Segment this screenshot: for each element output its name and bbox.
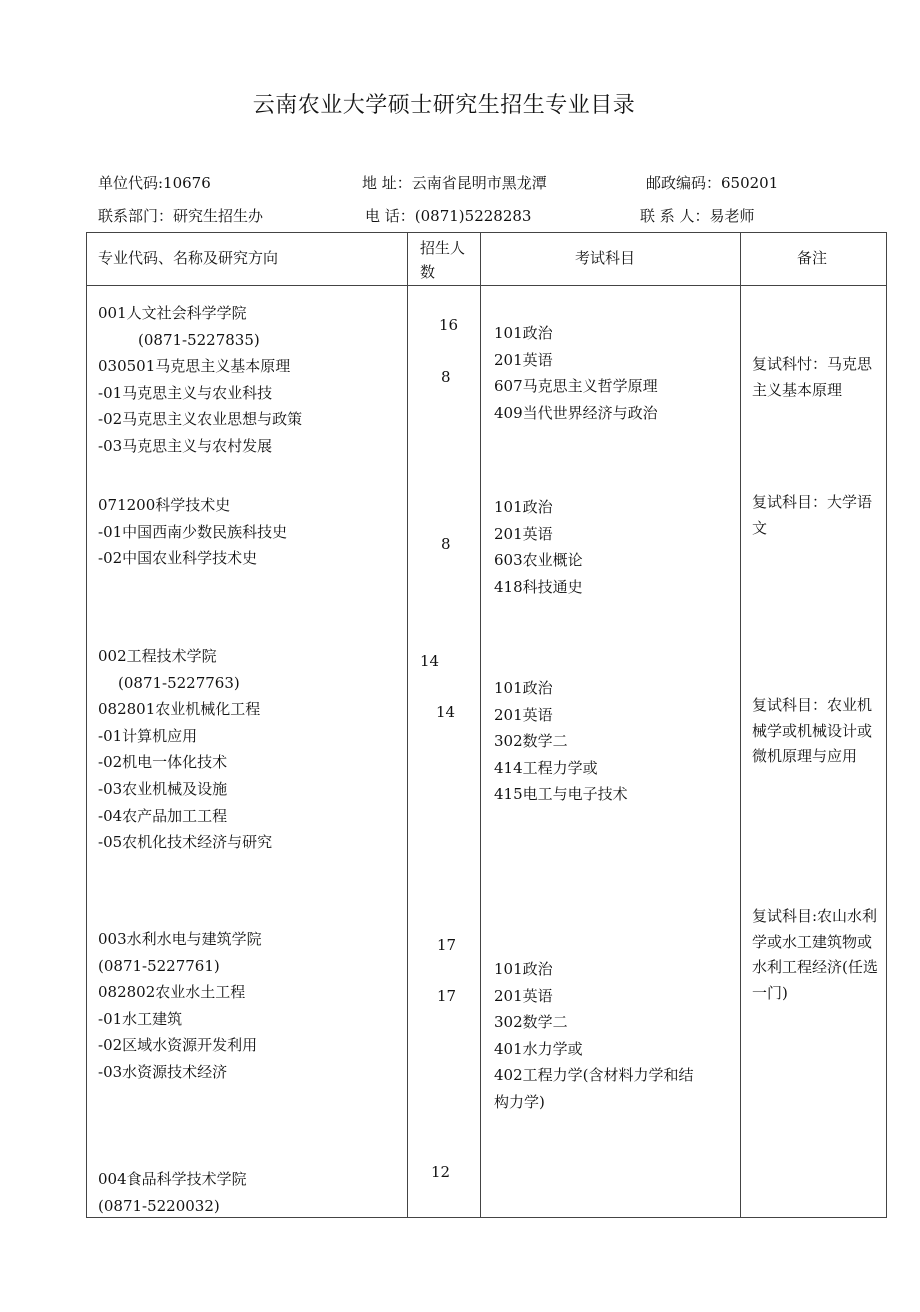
header-divider bbox=[86, 285, 887, 286]
research-direction: -01水工建筑 bbox=[98, 1009, 183, 1028]
research-direction: -01中国西南少数民族科技史 bbox=[98, 522, 288, 541]
college-phone: (0871-5227761) bbox=[98, 956, 220, 975]
college-enrollment: 16 bbox=[439, 316, 459, 334]
research-direction: -01马克思主义与农业科技 bbox=[98, 383, 273, 402]
major-block bbox=[98, 300, 302, 460]
col-divider-3 bbox=[740, 232, 741, 1218]
unit-code: 单位代码:10676 bbox=[98, 174, 211, 192]
college-name: 002工程技术学院 bbox=[98, 647, 217, 665]
retest-note: 复试科目：农业机械学或机械设计或微机原理与应用 bbox=[752, 696, 873, 765]
contact-department: 联系部门：研究生招生办 bbox=[98, 207, 264, 225]
research-direction: -04农产品加工工程 bbox=[98, 806, 228, 825]
exam-subjects: 101政治 201英语 607马克思主义哲学原理 409当代世界经济与政治 bbox=[494, 324, 658, 422]
exam-subjects: 101政治 201英语 302数学二 401水力学或 402工程力学(含材料力学和结 构力学) bbox=[494, 960, 694, 1111]
research-direction: -03农业机械及设施 bbox=[98, 779, 228, 798]
exam-subjects: 101政治 201英语 302数学二 414工程力学或 415电工与电子技术 bbox=[494, 679, 628, 804]
college-enrollment: 14 bbox=[420, 652, 440, 670]
col-border-left bbox=[86, 232, 87, 1218]
header-subjects: 考试科目 bbox=[575, 249, 636, 267]
major-name: 082802农业水土工程 bbox=[98, 983, 246, 1002]
col-border-right bbox=[886, 232, 887, 1218]
address: 地 址：云南省昆明市黑龙潭 bbox=[362, 174, 547, 192]
major-enrollment: 8 bbox=[441, 368, 451, 386]
research-direction: -02马克思主义农业思想与政策 bbox=[98, 410, 303, 429]
table-border-top bbox=[86, 232, 887, 233]
major-name: 082801农业机械化工程 bbox=[98, 700, 261, 719]
page-title: 云南农业大学硕士研究生招生专业目录 bbox=[252, 93, 636, 118]
research-direction: -03水资源技术经济 bbox=[98, 1062, 228, 1081]
college-name: 001人文社会科学学院 bbox=[98, 304, 247, 322]
major-name: 030501马克思主义基本原理 bbox=[98, 357, 291, 376]
research-direction: -02中国农业科学技术史 bbox=[98, 549, 258, 568]
research-direction: -02机电一体化技术 bbox=[98, 753, 228, 772]
college-enrollment: 12 bbox=[431, 1163, 451, 1181]
college-phone: (0871-5220032) bbox=[98, 1196, 220, 1215]
college-phone: (0871-5227763) bbox=[118, 673, 240, 692]
major-enrollment: 14 bbox=[436, 703, 456, 721]
major-block bbox=[98, 926, 262, 1086]
retest-note: 复试科目:农山水利学或水工建筑物或水利工程经济(任选一门) bbox=[752, 907, 878, 1002]
major-enrollment: 8 bbox=[441, 535, 451, 553]
catalog-table bbox=[86, 232, 887, 1218]
header-notes: 备注 bbox=[797, 249, 828, 267]
major-block bbox=[98, 492, 287, 572]
major-enrollment: 17 bbox=[437, 987, 457, 1005]
college-enrollment: 17 bbox=[437, 936, 457, 954]
exam-subjects: 101政治 201英语 603农业概论 418科技通史 bbox=[494, 498, 583, 596]
major-block bbox=[98, 1166, 247, 1219]
major-block bbox=[98, 643, 272, 856]
col-divider-1 bbox=[407, 232, 408, 1218]
col-divider-2 bbox=[480, 232, 481, 1218]
college-name: 004食品科学技术学院 bbox=[98, 1170, 247, 1188]
research-direction: -01计算机应用 bbox=[98, 726, 198, 745]
research-direction: -02区域水资源开发利用 bbox=[98, 1036, 258, 1055]
retest-note: 复试科忖：马克思主义基本原理 bbox=[752, 355, 873, 399]
postcode: 邮政编码：650201 bbox=[646, 174, 779, 192]
major-name: 071200科学技术史 bbox=[98, 496, 231, 514]
research-direction: -05农机化技术经济与研究 bbox=[98, 833, 273, 852]
header-enroll: 招生人 数 bbox=[420, 239, 466, 281]
phone: 电 话：(0871)5228283 bbox=[365, 207, 532, 225]
research-direction: -03马克思主义与农村发展 bbox=[98, 436, 273, 455]
college-phone: (0871-5227835) bbox=[138, 330, 260, 349]
contact-person: 联 系 人：易老师 bbox=[640, 207, 755, 225]
retest-note: 复试科目：大学语文 bbox=[752, 493, 873, 537]
college-name: 003水利水电与建筑学院 bbox=[98, 930, 262, 948]
header-major: 专业代码、名称及研究方向 bbox=[98, 249, 279, 267]
